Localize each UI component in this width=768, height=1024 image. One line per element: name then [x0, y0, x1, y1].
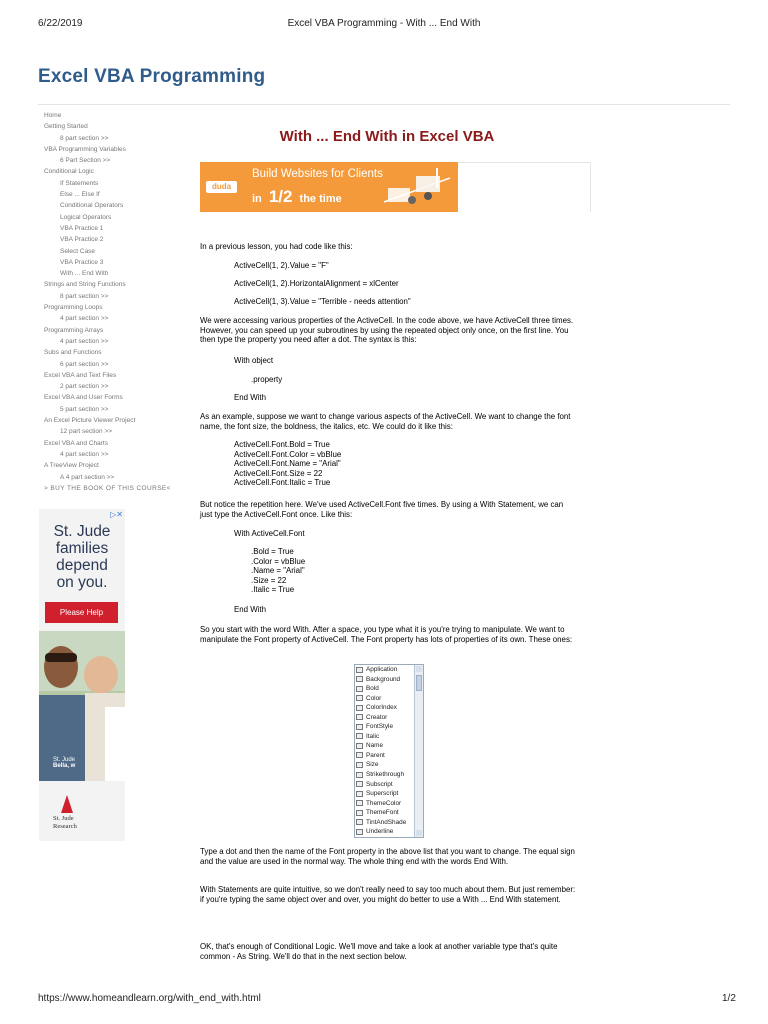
sidebar-link[interactable]: Excel VBA and Text Files: [44, 371, 117, 379]
paragraph-3: But notice the repetition here. We've used ActiveCell.Font five times. By using a With Statement, we can just type the ActiveCell.Font once. Like this:: [200, 500, 564, 519]
ad-illustration: [382, 166, 454, 210]
property-list-item[interactable]: Underline: [355, 827, 423, 837]
code-line-1: ActiveCell(1, 2).Value = "F": [234, 261, 329, 270]
sidebar-link[interactable]: 8 part section >>: [60, 292, 109, 300]
sidebar-link[interactable]: Subs and Functions: [44, 349, 102, 357]
property-list-item[interactable]: Subscript: [355, 780, 423, 790]
sidebar-link[interactable]: 2 part section >>: [60, 383, 109, 391]
property-list-item[interactable]: Parent: [355, 751, 423, 761]
property-icon: [356, 676, 363, 682]
side-ad[interactable]: [39, 509, 125, 841]
property-list-item[interactable]: ThemeFont: [355, 808, 423, 818]
sidebar-link[interactable]: Logical Operators: [60, 213, 112, 221]
property-icon: [356, 772, 363, 778]
sidebar-link[interactable]: Conditional Operators: [60, 202, 124, 210]
sidebar-nav: [38, 110, 171, 494]
ad-subline: in 1/2 the time: [252, 187, 342, 206]
code-line-2: ActiveCell(1, 2).HorizontalAlignment = xlCenter: [234, 279, 399, 288]
property-list-item[interactable]: FontStyle: [355, 722, 423, 732]
sidebar-link[interactable]: VBA Practice 1: [60, 224, 104, 232]
property-list-item[interactable]: Name: [355, 741, 423, 751]
sidebar-link[interactable]: Excel VBA and User Forms: [44, 394, 123, 402]
sidebar-link[interactable]: Else ... Else If: [60, 191, 100, 199]
property-icon: [356, 781, 363, 787]
paragraph-1: We were accessing various properties of the ActiveCell. In the code above, we have ActiveCell three times. However, you can speed up your subroutines by using the repeated object only once, on the first line. You then type the property you need after a dot. The syntax is this:: [200, 316, 574, 345]
intro-text: In a previous lesson, you had code like this:: [200, 242, 353, 251]
property-list-item[interactable]: Color: [355, 694, 423, 704]
property-list-item[interactable]: Background: [355, 675, 423, 685]
paragraph-2: As an example, suppose we want to change various aspects of the ActiveCell. We want to change the font name, the font size, the boldness, the italics, etc. We could do it like this:: [200, 412, 571, 431]
property-icon: [356, 667, 363, 673]
sidebar-link[interactable]: Programming Arrays: [44, 326, 104, 334]
scroll-thumb[interactable]: [416, 675, 422, 691]
paragraph-5: Type a dot and then the name of the Font property in the above list that you want to change. The equal sign and the value are used in the normal way. The whole thing end with the words End With.: [200, 847, 575, 866]
property-icon: [356, 705, 363, 711]
with-line: With ActiveCell.Font: [234, 529, 305, 538]
scroll-down-icon[interactable]: [416, 830, 422, 836]
sidebar-link[interactable]: VBA Programming Variables: [44, 145, 126, 153]
site-title[interactable]: Excel VBA Programming: [38, 66, 266, 87]
property-list-item[interactable]: Size: [355, 760, 423, 770]
sidebar-link[interactable]: An Excel Picture Viewer Project: [44, 417, 136, 425]
property-list-item[interactable]: TintAndShade: [355, 818, 423, 828]
property-list-item[interactable]: Bold: [355, 684, 423, 694]
sidebar-link[interactable]: A TreeView Project: [44, 462, 99, 470]
property-icon: [356, 791, 363, 797]
scroll-up-icon[interactable]: [416, 666, 422, 672]
sidebar-link[interactable]: 8 part section >>: [60, 134, 109, 142]
sidebar-link[interactable]: 4 part section >>: [60, 315, 109, 323]
property-icon: [356, 752, 363, 758]
property-list-item[interactable]: Application: [355, 665, 423, 675]
ad-frame-right: [590, 162, 591, 212]
side-ad-logo-text: St. Jude Research: [53, 815, 77, 830]
syntax-property: .property: [251, 375, 283, 384]
syntax-with: With object: [234, 356, 274, 365]
sidebar-link[interactable]: A 4 part section >>: [60, 473, 115, 481]
property-icon: [356, 714, 363, 720]
print-title: Excel VBA Programming - With ... End With: [287, 18, 481, 29]
property-icon: [356, 800, 363, 806]
sidebar-link[interactable]: Programming Loops: [44, 304, 103, 312]
sidebar-link[interactable]: 12 part section >>: [60, 428, 113, 436]
sidebar-link[interactable]: Getting Started: [44, 123, 88, 131]
code-block-2: ActiveCell.Font.Bold = True ActiveCell.Font.Color = vbBlue ActiveCell.Font.Name = "Arial" ActiveCell.Font.Size = 22 ActiveCell.Font.Italic = True: [234, 440, 342, 488]
photo-caption: St. Jude Bella, w: [53, 757, 76, 769]
print-date: 6/22/2019: [38, 18, 83, 29]
property-icon: [356, 724, 363, 730]
please-help-button[interactable]: Please Help: [45, 602, 118, 623]
property-icon: [356, 810, 363, 816]
print-url: https://www.homeandlearn.org/with_end_with.html: [38, 993, 261, 1004]
property-list-item[interactable]: ThemeColor: [355, 799, 423, 809]
sidebar-link[interactable]: Conditional Logic: [44, 168, 94, 176]
property-icon: [356, 743, 363, 749]
side-ad-headline: St. Jude families depend on you.: [53, 523, 111, 591]
sidebar-link[interactable]: If Statements: [60, 179, 99, 187]
property-icon: [356, 762, 363, 768]
end-with-line: End With: [234, 605, 267, 614]
property-icon: [356, 686, 363, 692]
property-list-item[interactable]: Strikethrough: [355, 770, 423, 780]
page-heading: With ... End With in Excel VBA: [279, 128, 495, 145]
side-ad-photo: [39, 631, 125, 781]
code-line-3: ActiveCell(1, 3).Value = "Terrible - needs attention": [234, 297, 411, 306]
sidebar-link[interactable]: > BUY THE BOOK OF THIS COURSE<: [44, 484, 171, 492]
sidebar-link[interactable]: 4 part section >>: [60, 450, 109, 458]
st-jude-logo-icon: [61, 795, 73, 813]
font-properties-list[interactable]: [354, 664, 424, 838]
sidebar-link[interactable]: Strings and String Functions: [44, 281, 126, 289]
duda-logo: duda: [206, 181, 237, 193]
property-list-item[interactable]: Italic: [355, 732, 423, 742]
ad-headline: Build Websites for Clients: [252, 168, 383, 180]
property-list-item[interactable]: Superscript: [355, 789, 423, 799]
sidebar-link[interactable]: With ... End With: [60, 270, 109, 278]
sidebar-link[interactable]: 5 part section >>: [60, 405, 109, 413]
property-icon: [356, 819, 363, 825]
property-list-item[interactable]: Creator: [355, 713, 423, 723]
code-block-3: .Bold = True .Color = vbBlue .Name = "Arial" .Size = 22 .Italic = True: [251, 547, 306, 595]
paragraph-4: So you start with the word With. After a space, you type what it is you're trying to manipulate. We want to manipulate the Font property of ActiveCell. The Font property has lots of properties of its own. These ones:: [200, 625, 573, 644]
property-icon: [356, 695, 363, 701]
property-icon: [356, 829, 363, 835]
sidebar-link[interactable]: VBA Practice 3: [60, 258, 104, 266]
ad-close-icon[interactable]: ▷✕: [110, 510, 123, 519]
sidebar-link[interactable]: 4 part section >>: [60, 337, 109, 345]
sidebar-link[interactable]: Excel VBA and Charts: [44, 439, 108, 447]
sidebar-link[interactable]: Home: [44, 112, 62, 119]
sidebar-link[interactable]: Select Case: [60, 247, 96, 255]
sidebar-link[interactable]: 6 part section >>: [60, 360, 109, 368]
paragraph-7: OK, that's enough of Conditional Logic. We'll move and take a look at another variable type that's quite common - As String. We'll do that in the next section below.: [200, 942, 558, 961]
sidebar-link[interactable]: 6 Part Section >>: [60, 157, 111, 165]
paragraph-6: With Statements are quite intuitive, so we don't really need to say too much about them. But just remember: if you're typing the same object over and over, you might do better to use a With ... End With statement.: [200, 885, 576, 904]
header-divider: [38, 104, 730, 105]
top-banner-ad[interactable]: [200, 162, 458, 212]
property-icon: [356, 733, 363, 739]
print-page-number: 1/2: [722, 993, 736, 1004]
list-scrollbar[interactable]: [414, 665, 423, 837]
ad-frame-top: [458, 162, 590, 163]
syntax-end: End With: [234, 393, 267, 402]
sidebar-link[interactable]: VBA Practice 2: [60, 236, 104, 244]
property-list-item[interactable]: ColorIndex: [355, 703, 423, 713]
